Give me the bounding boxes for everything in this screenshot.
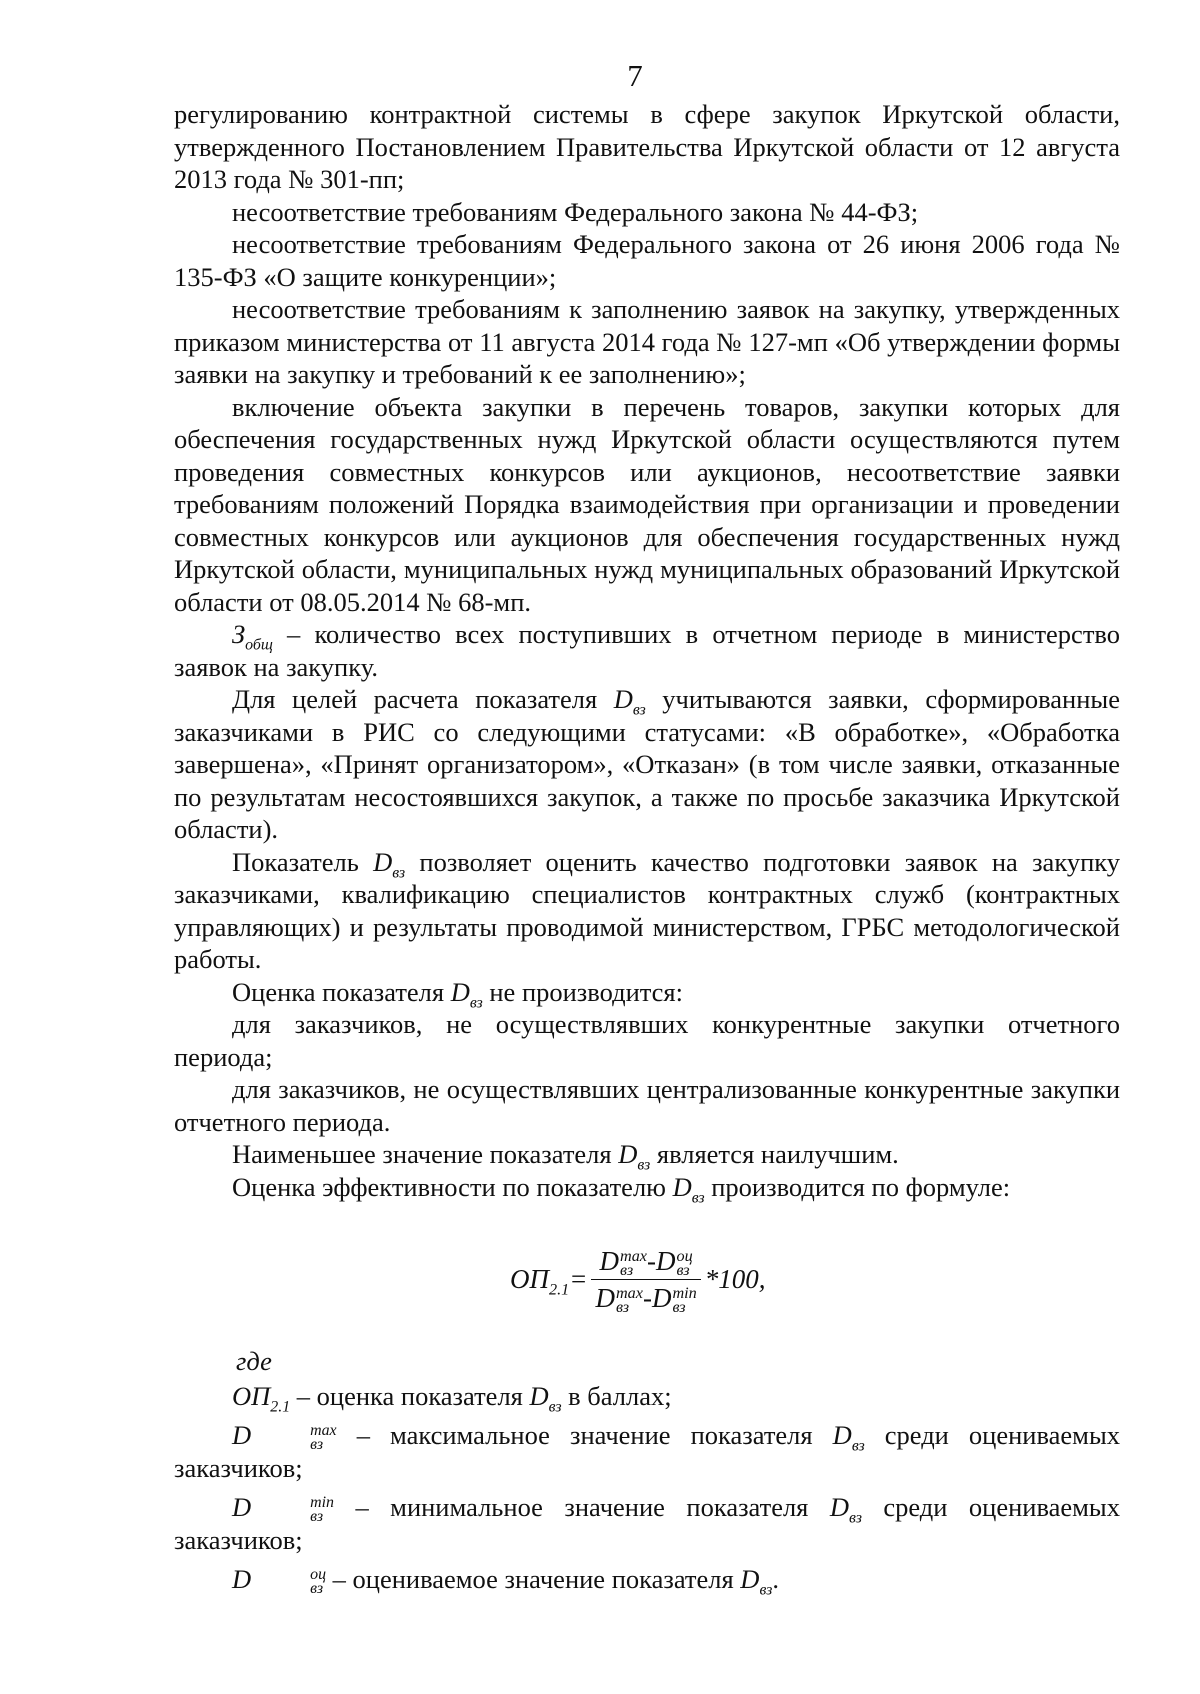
formula-equals: = xyxy=(569,1263,588,1294)
symbol: $D_{вз}$ xyxy=(618,1139,651,1174)
paragraph-10: для заказчиков, не осуществлявших конкурентные закупки отчетного периода; xyxy=(174,1009,1120,1072)
paragraph-6: $З_{общ}$ – количество всех поступивших в отчетном периоде в министерство заявок на закупку. xyxy=(174,619,1120,682)
formula-numerator: D max вз -D оц вз xyxy=(599,1245,693,1280)
symbol: $D_{вз}$ xyxy=(373,846,406,881)
efficiency-formula xyxy=(510,1238,765,1320)
paragraph-13: Оценка эффективности по показателю $D_{вз}$ производится по формуле: xyxy=(232,1171,1011,1206)
formula-fraction xyxy=(591,1243,700,1316)
paragraph-2: несоответствие требованиям Федерального закона № 44-ФЗ; xyxy=(232,196,919,227)
paragraph-12: Наименьшее значение показателя $D_{вз}$ является наилучшим. xyxy=(232,1139,899,1174)
where-label: где xyxy=(236,1346,272,1376)
paragraph-7: Для целей расчета показателя $D_{вз}$ учитываются заявки, сформированные заказчиками в РИС со следующими статусами: «В обработке», «Обработка завершена», «Принят организатором», «Отказан» (в том числе заявки, отказанные по результатам несостоявшихся закупок, а также по просьбе заказчика Иркутской области). xyxy=(174,684,1120,844)
definition-4: D оц вз – оцениваемое значение показателя $D_{вз}$. xyxy=(232,1564,779,1599)
symbol: $D_{вз}$ xyxy=(450,976,483,1011)
paragraph-5: включение объекта закупки в перечень товаров, закупки которых для обеспечения государственных нужд Иркутской области осуществляются путем проведения совместных конкурсов или аукционов, несоответствие заявки требованиям положений Порядка взаимодействия при организации и проведении совместных конкурсов или аукционов для обеспечения государственных нужд Иркутской области, муниципальных нужд муниципальных образований Иркутской области от 08.05.2014 № 68-мп. xyxy=(174,391,1120,617)
paragraph-3: несоответствие требованиям Федерального закона от 26 июня 2006 года № 135-ФЗ «О защите конкуренции»; xyxy=(174,229,1120,292)
formula-denominator: D max вз -D min вз xyxy=(595,1282,697,1317)
symbol: $D_{вз}$ xyxy=(672,1171,705,1206)
definition-3: D min вз – минимальное значение показателя $D_{вз}$ среди оцениваемых заказчиков; xyxy=(174,1492,1120,1555)
paragraph-1: регулированию контрактной системы в сфере закупок Иркутской области, утвержденного Постановлением Правительства Иркутской области от 12 августа 2013 года № 301-пп; xyxy=(174,99,1120,194)
paragraph-9: Оценка показателя $D_{вз}$ не производится: xyxy=(232,976,683,1011)
paragraph-4: несоответствие требованиям к заполнению заявок на закупку, утвержденных приказом министерства от 11 августа 2014 года № 127-мп «Об утверждении формы заявки на закупку и требований к ее заполнению»; xyxy=(174,294,1120,389)
symbol: $D_{вз}$ xyxy=(613,684,646,719)
formula-lhs: $ОП_{2.1}$ xyxy=(510,1263,570,1298)
formula-tail: *100, xyxy=(704,1263,766,1294)
paragraph-8: Показатель $D_{вз}$ позволяет оценить качество подготовки заявок на закупку заказчиками, квалификацию специалистов контрактных служб (контрактных управляющих) и результаты проводимой министерством, ГРБС методологической работы. xyxy=(174,846,1120,974)
symbol: $З_{общ}$ xyxy=(232,619,273,654)
page-number: 7 xyxy=(627,58,643,93)
body-text xyxy=(174,98,1120,1206)
paragraph-11: для заказчиков, не осуществлявших централизованные конкурентные закупки отчетного периода. xyxy=(174,1074,1120,1137)
definitions-list xyxy=(174,1380,1120,1599)
definition-1: $ОП_{2.1}$ – оценка показателя $D_{вз}$ в баллах; xyxy=(232,1381,672,1416)
definition-2: D max вз – максимальное значение показателя $D_{вз}$ среди оцениваемых заказчиков; xyxy=(174,1420,1120,1483)
